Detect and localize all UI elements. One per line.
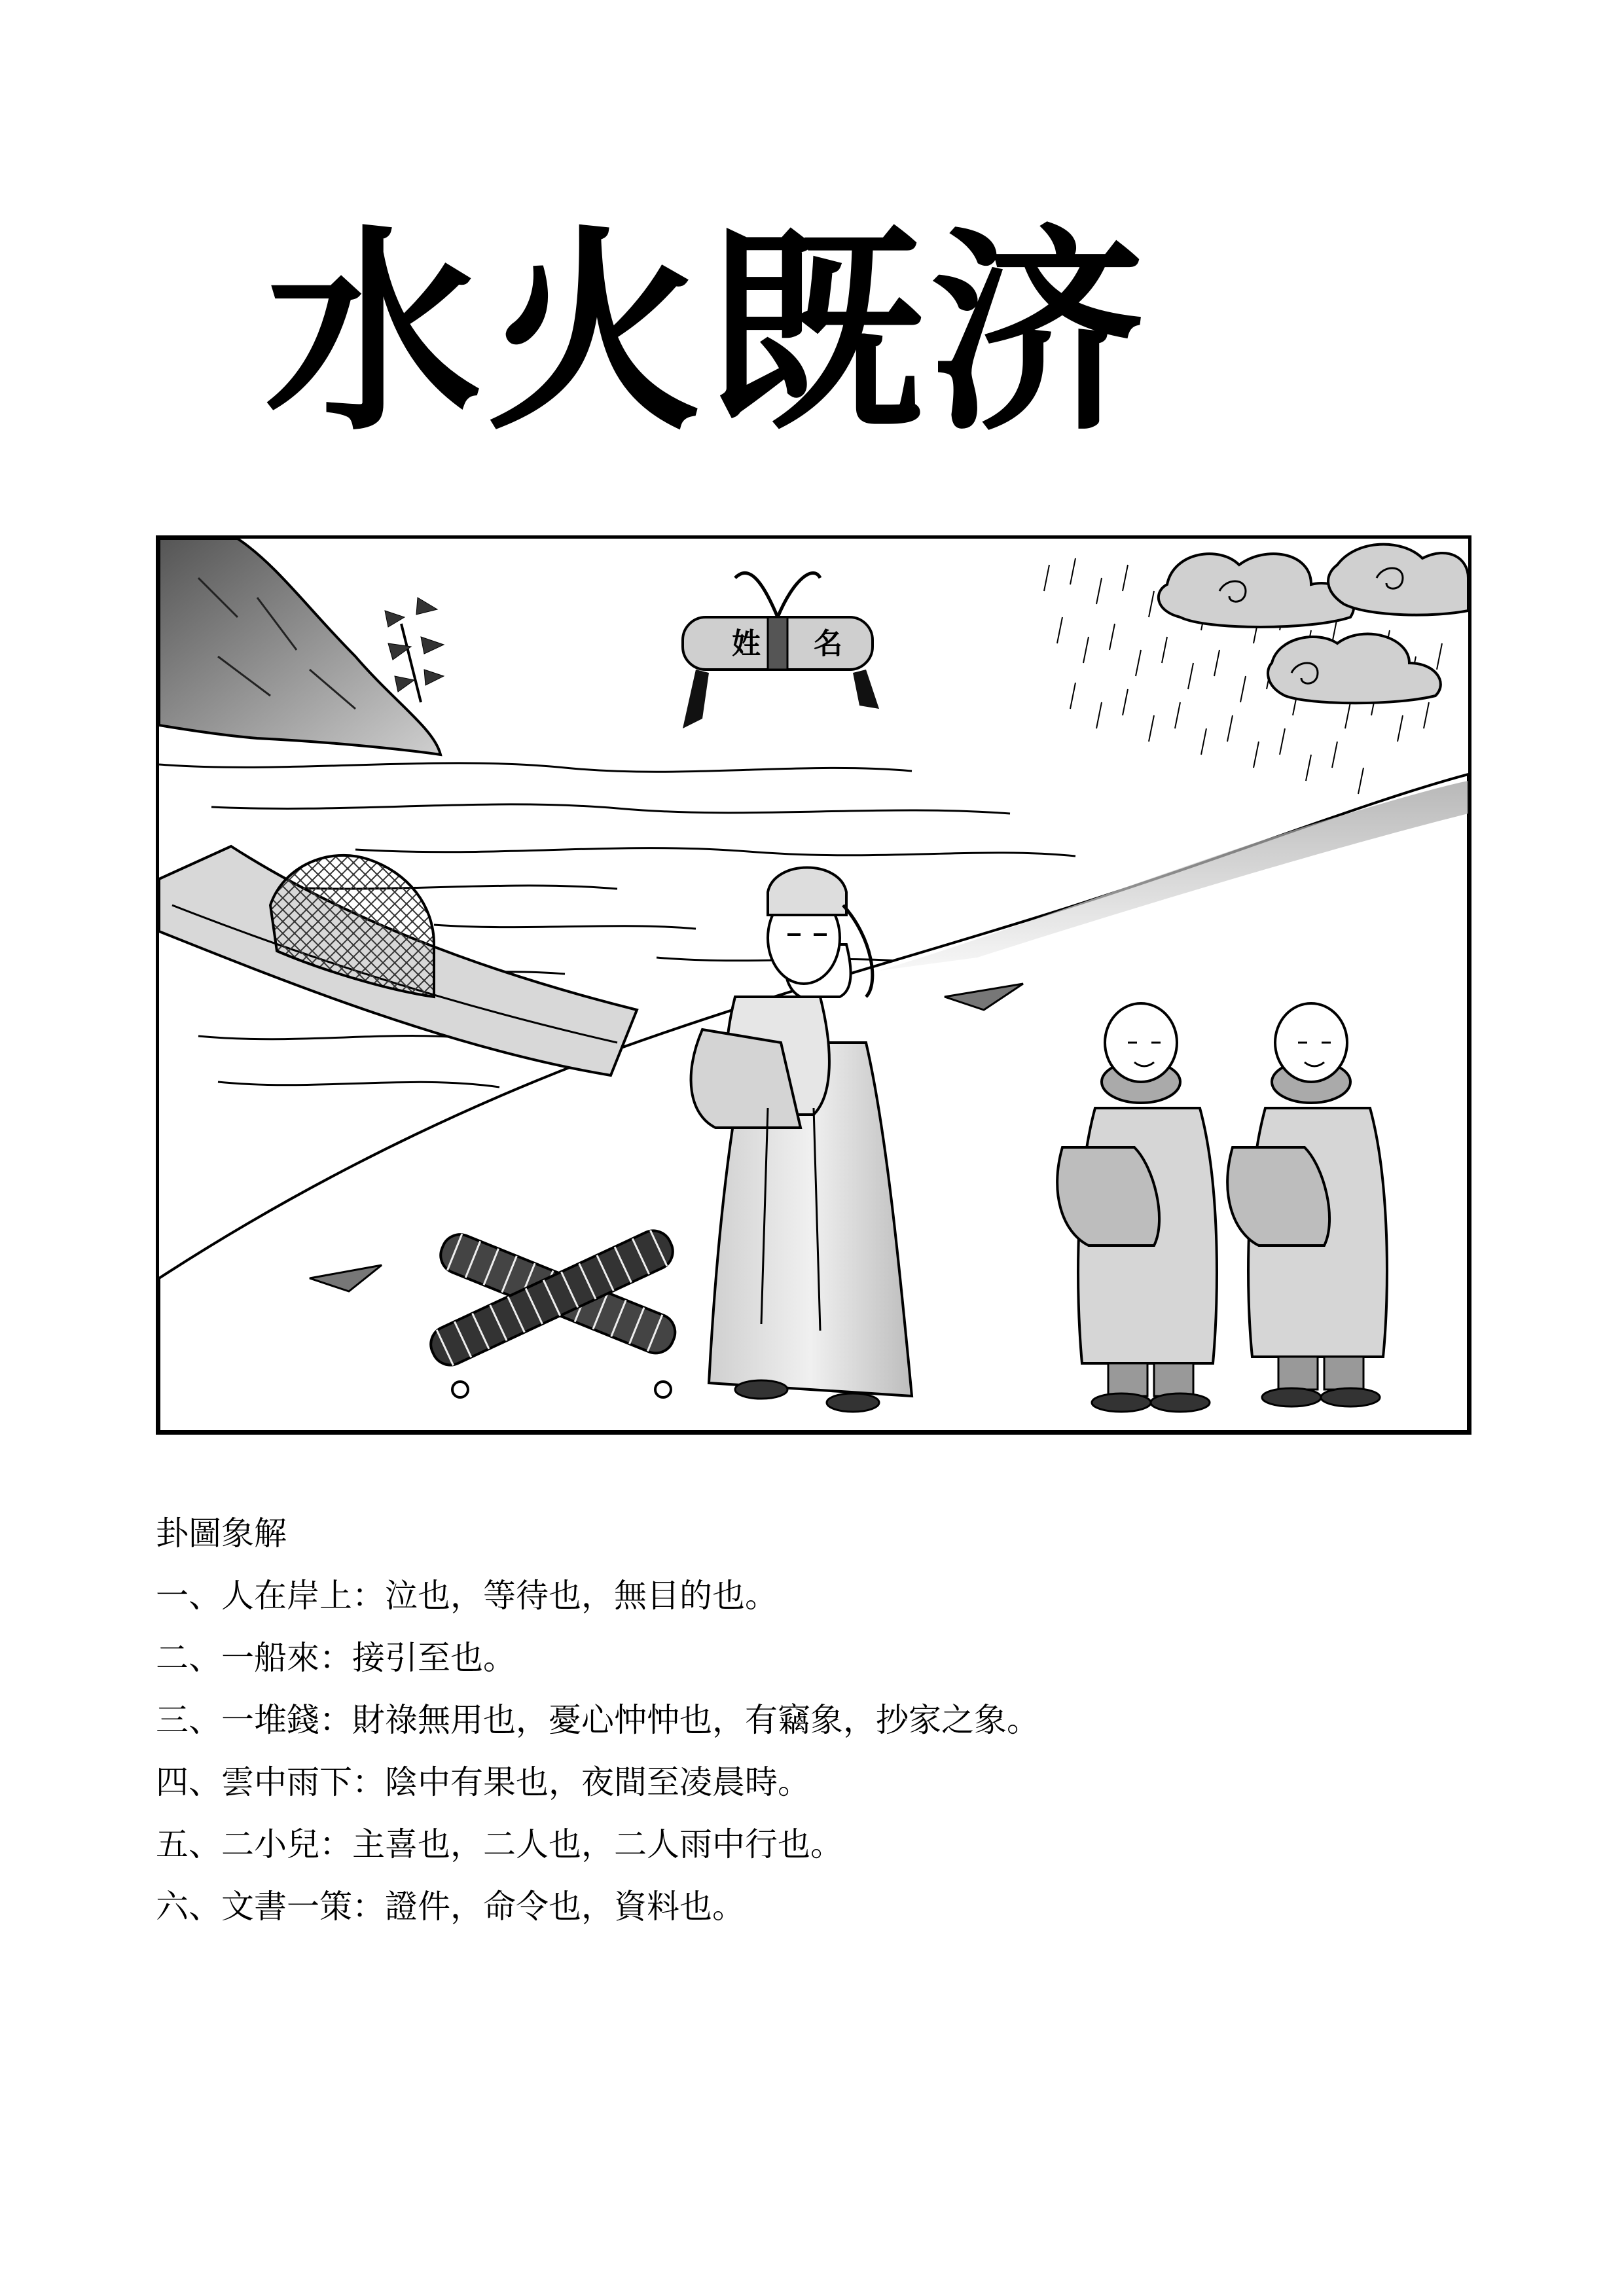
caption-item: 一、人在岸上：泣也，等待也，無目的也。 — [156, 1577, 778, 1615]
scroll-text-name: 名 — [814, 627, 842, 660]
illustration-drawing — [159, 539, 1468, 1431]
hexagram-explanation — [156, 1517, 1039, 1952]
caption-item: 三、一堆錢：財祿無用也，憂心忡忡也，有竊象，抄家之象。 — [156, 1701, 1039, 1739]
illustration — [156, 535, 1471, 1435]
clouds — [1159, 545, 1468, 704]
caption-item: 六、文書一策：證件，命令也，資料也。 — [156, 1888, 745, 1926]
caption-item: 四、雲中雨下：陰中有果也，夜間至凌晨時。 — [156, 1763, 810, 1801]
caption-heading: 卦圖象解 — [156, 1515, 287, 1552]
caption-item: 五、二小兒：主喜也，二人也，二人雨中行也。 — [156, 1825, 843, 1863]
page-title: 水火既济 — [265, 208, 1150, 459]
scroll-document — [683, 573, 879, 729]
caption-item: 二、一船來：接引至也。 — [156, 1639, 516, 1677]
bamboo-plant — [385, 598, 444, 702]
scroll-text-surname: 姓 — [732, 627, 761, 660]
boat — [159, 846, 637, 1075]
